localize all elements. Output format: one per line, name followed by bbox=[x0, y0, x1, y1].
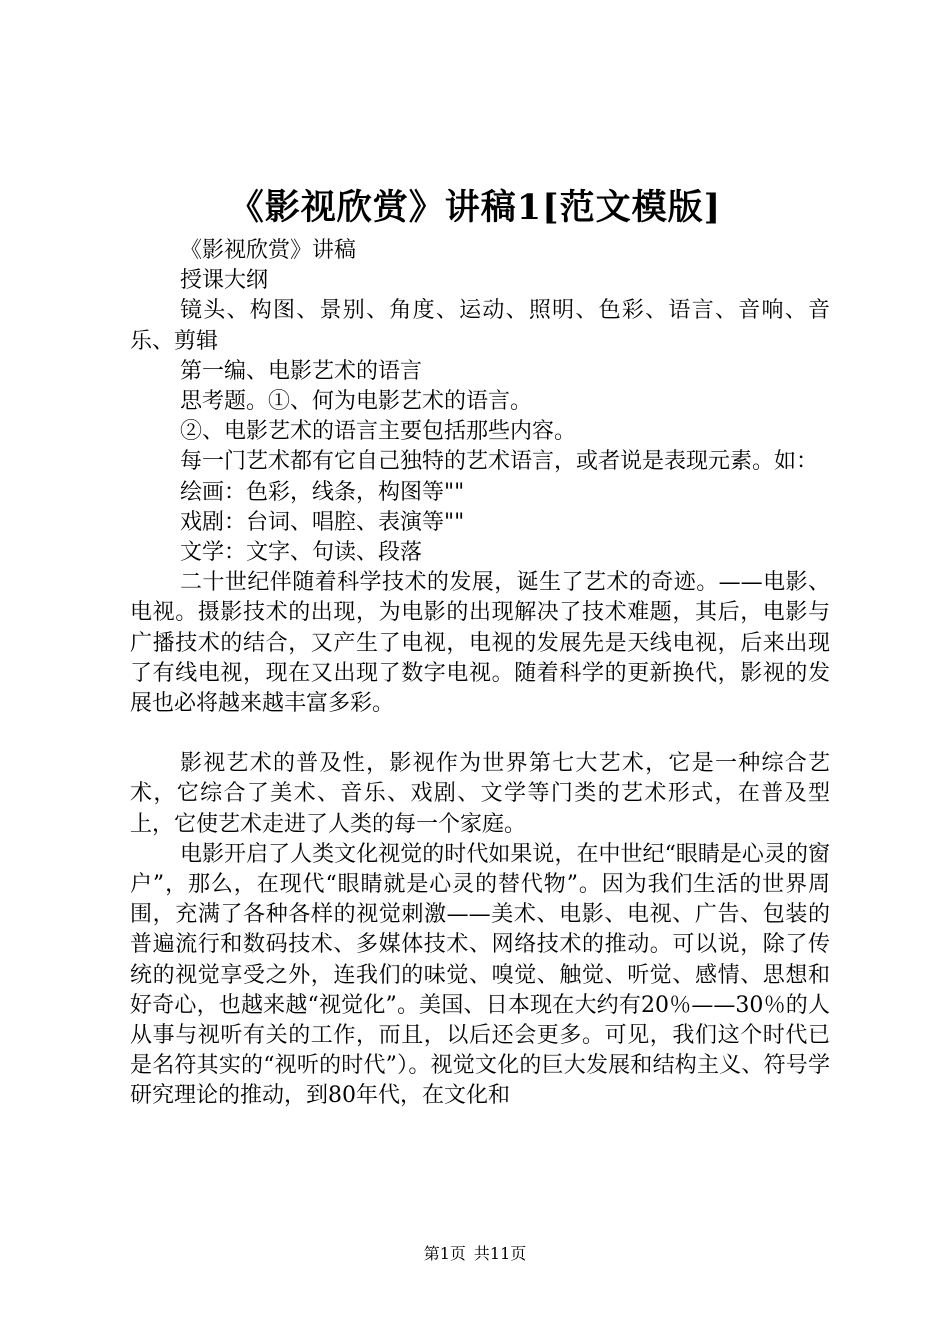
paragraph-question-2: ②、电影艺术的语言主要包括那些内容。 bbox=[180, 419, 577, 445]
paragraph-painting: 绘画：色彩，线条，构图等"" bbox=[180, 479, 465, 505]
page-total: 共11页 bbox=[473, 1244, 527, 1263]
paragraph-outline-items: 镜头、构图、景别、角度、运动、照明、色彩、语言、音响、音乐、剪辑 bbox=[130, 298, 830, 354]
page-number: 第1页 bbox=[423, 1244, 466, 1263]
paragraph-lecture-title: 《影视欣赏》讲稿 bbox=[180, 238, 357, 263]
paragraph-outline-heading: 授课大纲 bbox=[180, 268, 269, 294]
paragraph-drama: 戏剧：台词、唱腔、表演等"" bbox=[180, 509, 465, 535]
paragraph-film-tv-history: 二十世纪伴随着科学技术的发展，诞生了艺术的奇迹。——电影、电视。摄影技术的出现，为电影的出现解决了技术难题，其后，电影与广播技术的结合，又产生了电视，电视的发展先是天线电视，后来出现了有线电视，现在又出现了数字电视。随着科学的更新换代，影视的发展也必将越来越丰富多彩。 bbox=[130, 570, 830, 717]
page-footer bbox=[0, 1242, 950, 1266]
paragraph-literature: 文学：文字、句读、段落 bbox=[180, 540, 423, 566]
paragraph-question-1: 思考题。①、何为电影艺术的语言。 bbox=[180, 389, 533, 415]
document-title: 《影视欣赏》讲稿1[范文模版] bbox=[228, 187, 722, 228]
paragraph-popularity: 影视艺术的普及性，影视作为世界第七大艺术，它是一种综合艺术，它综合了美术、音乐、戏剧、文学等门类的艺术形式，在普及型上，它使艺术走进了人类的每一个家庭。 bbox=[130, 751, 830, 837]
paragraph-visual-era: 电影开启了人类文化视觉的时代如果说，在中世纪“眼睛是心灵的窗户”，那么，在现代“眼睛就是心灵的替代物”。因为我们生活的世界周围，充满了各种各样的视觉刺激——美术、电影、电视、广告、包装的普遍流行和数码技术、多媒体技术、网络技术的推动。可以说，除了传统的视觉享受之外，连我们的味觉、嗅觉、触觉、听觉、感情、思想和好奇心，也越来越“视觉化”。美国、日本现在大约有20％——30％的人从事与视听有关的工作，而且，以后还会更多。可见，我们这个时代已是名符其实的“视听的时代”）。视觉文化的巨大发展和结构主义、符号学研究理论的推动，到80年代，在文化和 bbox=[130, 841, 830, 1109]
paragraph-art-language: 每一门艺术都有它自己独特的艺术语言，或者说是表现元素。如： bbox=[180, 449, 819, 475]
document-body bbox=[130, 236, 830, 1112]
paragraph-part-one: 第一编、电影艺术的语言 bbox=[180, 358, 423, 384]
